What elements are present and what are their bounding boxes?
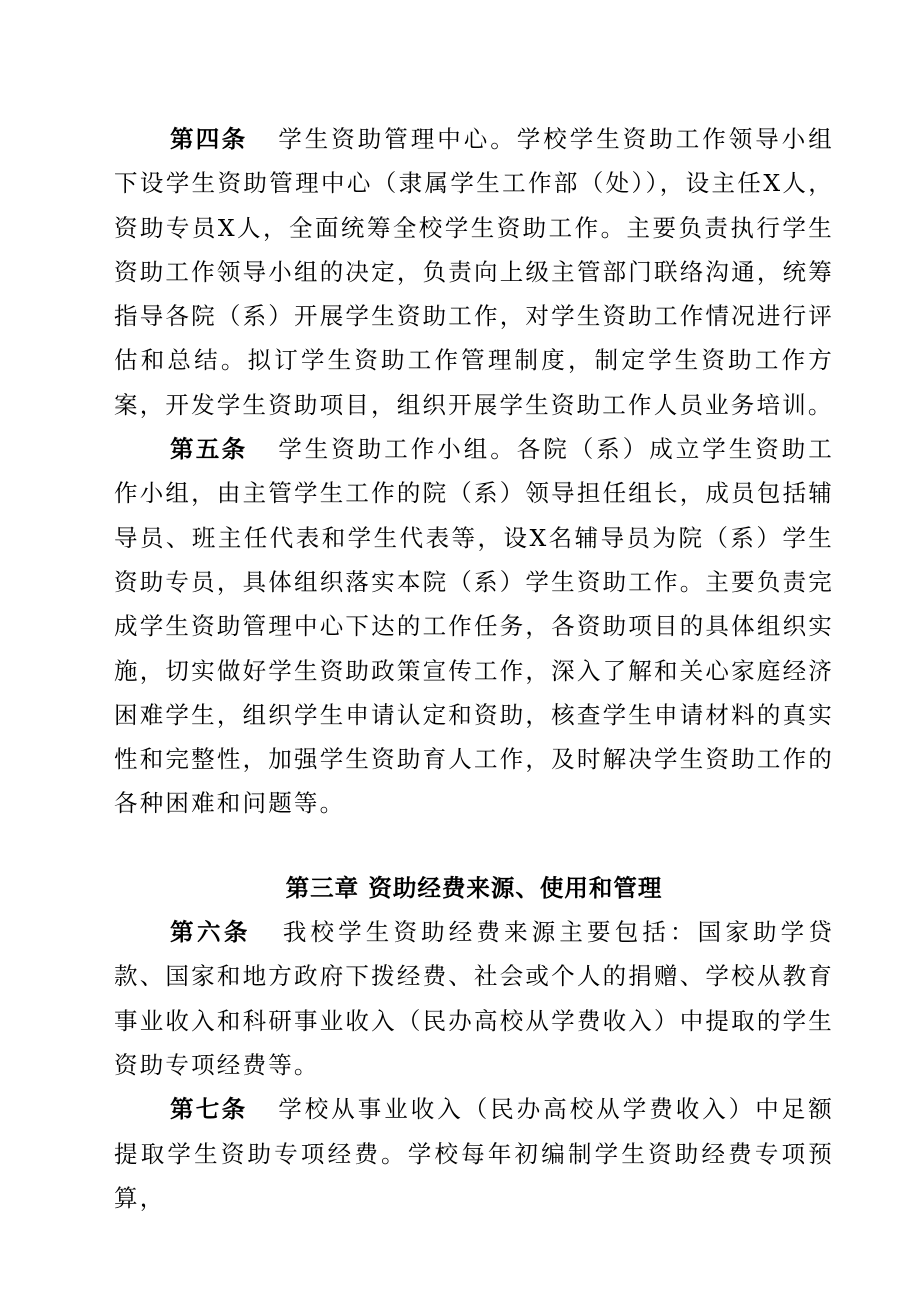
article-7 <box>114 1087 834 1220</box>
article-7-label: 第七条 <box>170 1095 248 1124</box>
article-4-label: 第四条 <box>170 125 248 153</box>
document-body <box>114 117 834 1220</box>
article-6 <box>114 910 834 1087</box>
chapter-title: 第三章 资助经费来源、使用和管理 <box>285 873 663 902</box>
article-6-label: 第六条 <box>170 918 251 947</box>
article-7-text: 学校从事业收入（民办高校从学费收入）中足额提取学生资助专项经费。学校每年初编制学生资助经费专项预算， <box>114 1095 835 1212</box>
article-4 <box>114 117 834 427</box>
article-6-text: 我校学生资助经费来源主要包括：国家助学贷款、国家和地方政府下拨经费、社会或个人的捐赠、学校从教育事业收入和科研事业收入（民办高校从学费收入）中提取的学生资助专项经费等。 <box>114 918 835 1079</box>
article-5-text: 学生资助工作小组。各院（系）成立学生资助工作小组，由主管学生工作的院（系）领导担任组长，成员包括辅导员、班主任代表和学生代表等，设X名辅导员为院（系）学生资助专员，具体组织落实本院（系）学生资助工作。主要负责完成学生资助管理中心下达的工作任务，各资助项目的具体组织实施，切实做好学生资助政策宣传工作，深入了解和关心家庭经济困难学生，组织学生申请认定和资助，核查学生申请材料的真实性和完整性，加强学生资助育人工作，及时解决学生资助工作的各种困难和问题等。 <box>114 435 835 818</box>
article-5-label: 第五条 <box>170 435 248 464</box>
article-5 <box>114 427 834 826</box>
article-4-text: 学生资助管理中心。学校学生资助工作领导小组下设学生资助管理中心（隶属学生工作部（处）），设主任X人，资助专员X人，全面统筹全校学生资助工作。主要负责执行学生资助工作领导小组的决定，负责向上级主管部门联络沟通，统筹指导各院（系）开展学生资助工作，对学生资助工作情况进行评估和总结。拟订学生资助工作管理制度，制定学生资助工作方案，开发学生资助项目，组织开展学生资助工作人员业务培训。 <box>114 125 835 419</box>
